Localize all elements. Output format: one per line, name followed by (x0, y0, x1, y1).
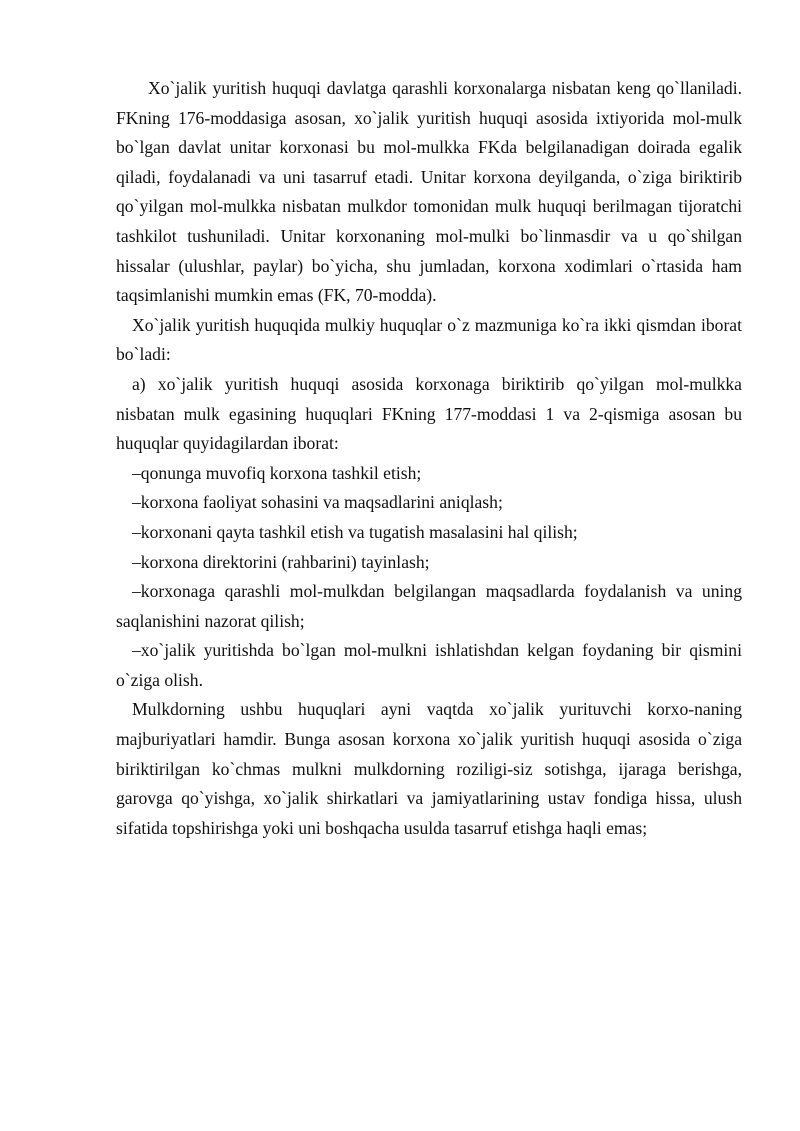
list-item-profit: –xo`jalik yuritishda bo`lgan mol-mulkni ishlatishdan kelgan foydaning bir qismini o`ziga olish. (116, 640, 742, 690)
paragraph-obligations: Mulkdorning ushbu huquqlari ayni vaqtda xo`jalik yurituvchi korxo-naning majburiyatlari hamdir. Bunga asosan korxona xo`jalik yuritish huquqi asosida o`ziga biriktirilgan ko`chmas mulkni mulkdorning roziligi-siz sotishga, ijaraga berishga, garovga qo`yishga, xo`jalik shirkatlari va jamiyatlarining ustav fondiga hissa, ulush sifatida topshirishga yoki uni boshqacha usulda tasarruf etishga haqli emas; (116, 699, 742, 838)
paragraph-intro: Xo`jalik yuritish huquqi davlatga qarashli korxonalarga nisbatan keng qo`llaniladi. FKning 176-moddasiga asosan, xo`jalik yuritish huquqi asosida ixtiyorida mol-mulk bo`lgan davlat unitar korxonasi bu mol-mulkka FKda belgilanadigan doirada egalik qiladi, foydalanadi va uni tasarruf etadi. Unitar korxona deyilganda, o`ziga biriktirib qo`yilgan mol-mulkka nisbatan mulkdor tomonidan mulk huquqi berilmagan tijoratchi tashkilot tushuniladi. Unitar korxonaning mol-mulki bo`linmasdir va u qo`shilgan hissalar (ulushlar, paylar) bo`yicha, shu jumladan, korxona xodimlari o`rtasida ham taqsimlanishi mumkin emas (FK, 70-modda). (116, 78, 742, 306)
list-item-control: –korxonaga qarashli mol-mulkdan belgilangan maqsadlarda foydalanish va uning saqlanishini nazorat qilish; (116, 581, 742, 631)
list-item-activity: –korxona faoliyat sohasini va maqsadlarini aniqlash; (132, 492, 503, 513)
list-item-establish: –qonunga muvofiq korxona tashkil etish; (132, 462, 422, 483)
paragraph-owner-rights: a) xo`jalik yuritish huquqi asosida korxonaga biriktirib qo`yilgan mol-mulkka nisbatan mulk egasining huquqlari FKning 177-moddasi 1 va 2-qismiga asosan bu huquqlar quyidagilardan iborat: (116, 373, 742, 454)
document-page (116, 74, 742, 843)
list-item-reorganize: –korxonani qayta tashkil etish va tugatish masalasini hal qilish; (132, 521, 578, 542)
list-item-director: –korxona direktorini (rahbarini) tayinlash; (132, 551, 430, 572)
paragraph-property-rights: Xo`jalik yuritish huquqida mulkiy huquqlar o`z mazmuniga ko`ra ikki qismdan iborat bo`ladi: (116, 314, 742, 365)
